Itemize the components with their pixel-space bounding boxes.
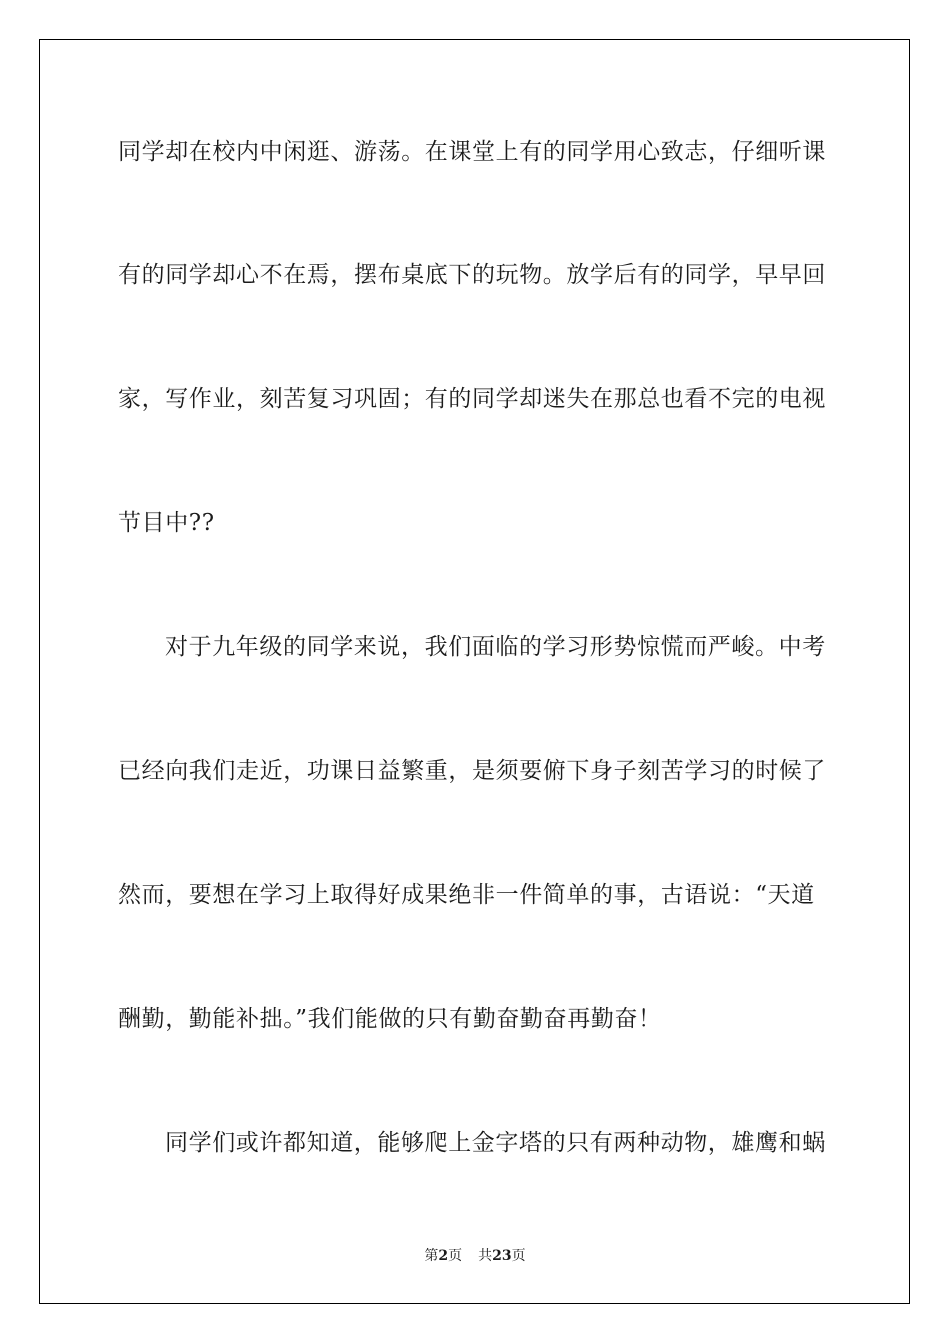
total-suffix: 页 — [511, 1248, 526, 1264]
body-text-line: 同学却在校内中闲逛、游荡。在课堂上有的同学用心致志，仔细听课 — [118, 139, 826, 165]
page-footer — [0, 1247, 950, 1265]
body-text-line: 节目中?? — [118, 510, 215, 536]
body-text-line: 已经向我们走近，功课日益繁重，是须要俯下身子刻苦学习的时候了 — [118, 758, 826, 784]
body-text-line: 有的同学却心不在焉，摆布桌底下的玩物。放学后有的同学，早早回 — [118, 262, 826, 288]
paragraph-first-line: 同学们或许都知道，能够爬上金字塔的只有两种动物，雄鹰和蜗 — [165, 1130, 826, 1156]
page-prefix: 第 — [424, 1248, 439, 1264]
body-text-line: 家，写作业，刻苦复习巩固；有的同学却迷失在那总也看不完的电视 — [118, 386, 826, 412]
total-prefix: 共 — [478, 1248, 493, 1264]
page-suffix: 页 — [448, 1248, 463, 1264]
current-page-number: 2 — [438, 1248, 449, 1264]
body-text-line: 酬勤，勤能补拙。”我们能做的只有勤奋勤奋再勤奋！ — [118, 1006, 662, 1032]
body-text-line: 然而，要想在学习上取得好成果绝非一件简单的事，古语说：“天道 — [118, 882, 815, 908]
total-pages-number: 23 — [492, 1248, 512, 1264]
paragraph-first-line: 对于九年级的同学来说，我们面临的学习形势惊慌而严峻。中考 — [165, 634, 826, 660]
page-border — [39, 39, 910, 1304]
